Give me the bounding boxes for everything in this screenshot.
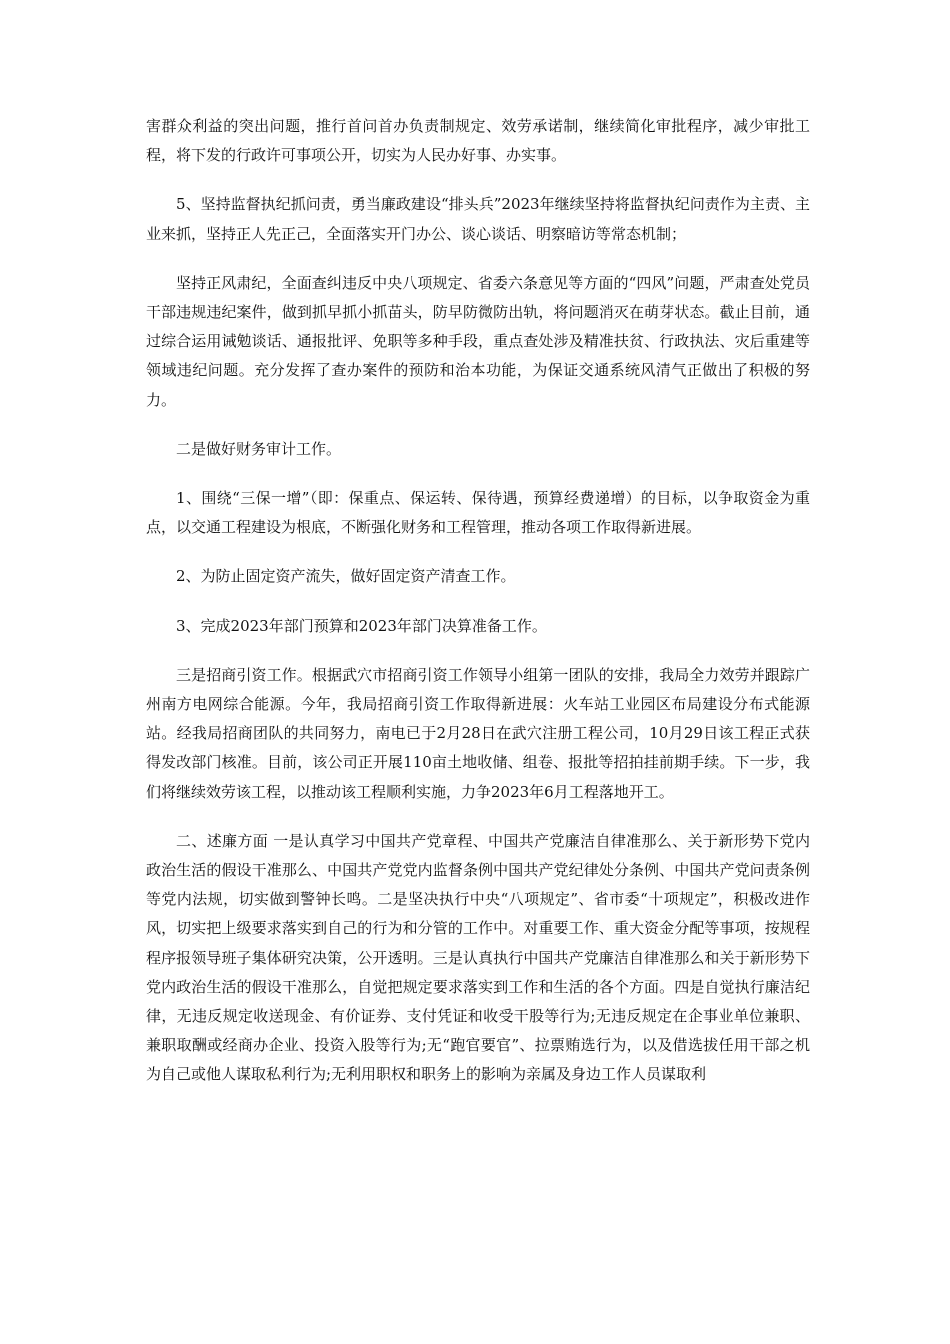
paragraph-investment: 三是招商引资工作。根据武穴市招商引资工作领导小组第一团队的安排，我局全力效劳并跟踪广州南方电网综合能源。今年，我局招商引资工作取得新进展：火车站工业园区布局建设分布式能源站。经我局招商团队的共同努力，南电已于2月28日在武穴注册工程公司，10月29日该工程正式获得发改部门核准。目前，该公司正开展110亩土地收储、组卷、报批等招拍挂前期手续。下一步，我们将继续效劳该工程，以推动该工程顺利实施，力争2023年6月工程落地开工。 [146,665,810,801]
paragraph-finance-item-1: 1、围绕“三保一增”（即：保重点、保运转、保待遇，预算经费递增）的目标，以争取资金为重点，以交通工程建设为根底，不断强化财务和工程管理，推动各项工作取得新进展。 [146,489,810,537]
paragraph-finance-item-3: 3、完成2023年部门预算和2023年部门决算准备工作。 [176,616,547,635]
paragraph-continuation: 害群众利益的突出问题，推行首问首办负责制规定、效劳承诺制，继续简化审批程序，减少审批工程，将下发的行政许可事项公开，切实为人民办好事、办实事。 [146,117,810,165]
paragraph-integrity-report: 二、述廉方面 一是认真学习中国共产党章程、中国共产党廉洁自律准那么、关于新形势下党内政治生活的假设干准那么、中国共产党党内监督条例中国共产党纪律处分条例、中国共产党问责条例等党内法规，切实做到警钟长鸣。二是坚决执行中央“八项规定”、省市委“十项规定”，积极改进作风，切实把上级要求落实到自己的行为和分管的工作中。对重要工作、重大资金分配等事项，按规程程序报领导班子集体研究决策，公开透明。三是认真执行中国共产党廉洁自律准那么和关于新形势下党内政治生活的假设干准那么，自觉把规定要求落实到工作和生活的各个方面。四是自觉执行廉洁纪律，无违反规定收送现金、有价证券、支付凭证和收受干股等行为;无违反规定在企事业单位兼职、兼职取酬或经商办企业、投资入股等行为;无“跑官要官”、拉票贿选行为，以及借选拔任用干部之机为自己或他人谋取私利行为;无利用职权和职务上的影响为亲属及身边工作人员谋取利 [146,831,810,1084]
paragraph-finance-audit-heading: 二是做好财务审计工作。 [176,439,342,458]
paragraph-item-5-supervision: 5、坚持监督执纪抓问责，勇当廉政建设“排头兵”2023年继续坚持将监督执纪问责作为主责、主业来抓，坚持正人先正己，全面落实开门办公、谈心谈话、明察暗访等常态机制； [146,195,810,243]
paragraph-finance-item-2: 2、为防止固定资产流失，做好固定资产清查工作。 [176,567,516,586]
document-body [146,112,810,1110]
paragraph-discipline: 坚持正风肃纪，全面查纠违反中央八项规定、省委六条意见等方面的“四风”问题，严肃查处党员干部违规违纪案件，做到抓早抓小抓苗头，防早防微防出轨，将问题消灭在萌芽状态。截止目前，通过综合运用诫勉谈话、通报批评、免职等多种手段，重点查处涉及精准扶贫、行政执法、灾后重建等领域违纪问题。充分发挥了查办案件的预防和治本功能，为保证交通系统风清气正做出了积极的努力。 [146,273,810,409]
